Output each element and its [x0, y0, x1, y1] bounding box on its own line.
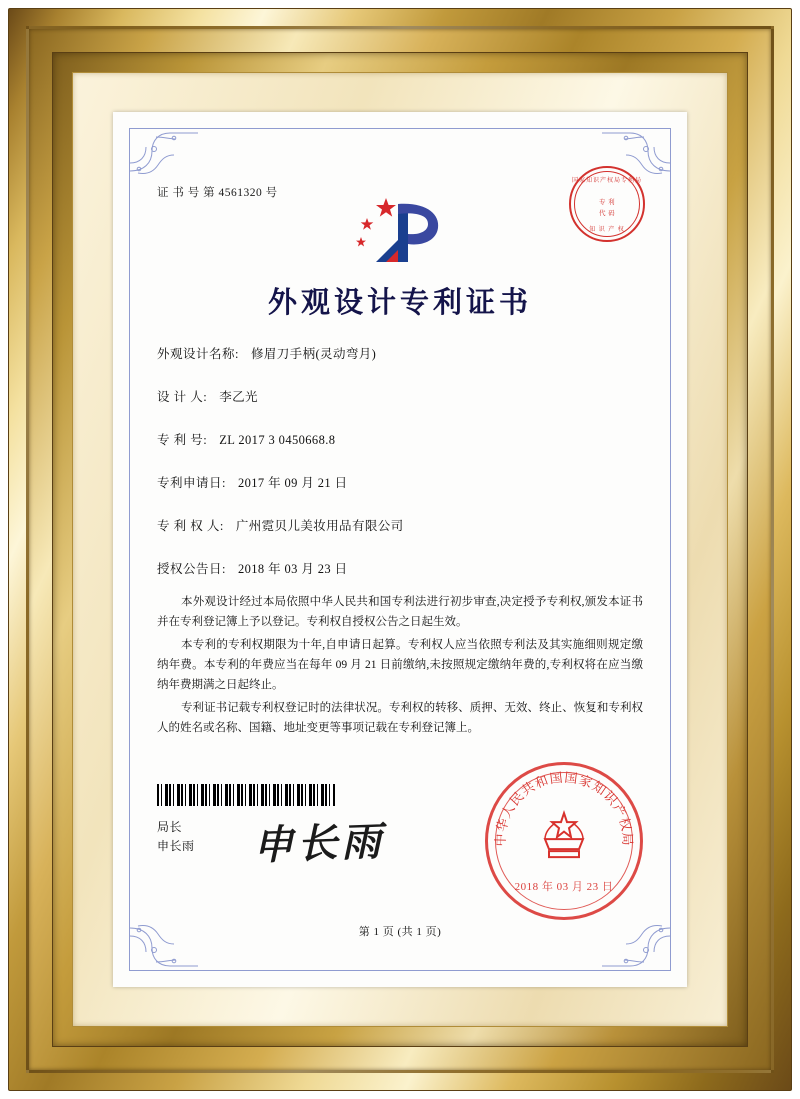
field-value: 2018 年 03 月 23 日: [237, 562, 348, 576]
national-seal-icon: [485, 762, 643, 920]
signature-title-line1: 局长: [157, 820, 183, 834]
seal-text-middle: 专 利: [598, 199, 616, 206]
seal-text-bottom: 知 识 产 权: [589, 227, 625, 233]
page-title: 外观设计专利证书: [267, 285, 532, 319]
field-label: 授权公告日:: [157, 562, 226, 576]
body-paragraph: 本专利的专利权期限为十年,自申请日起算。专利权人应当依照专利法及其实施细则规定缴纳年费。本专利的年费应当在每年 09 月 21 日前缴纳,未按照规定缴纳年费的,专利权将在应当缴纳年费期满之日起终止。: [157, 639, 643, 691]
field-label: 专 利 号:: [157, 433, 208, 447]
field-row: [157, 387, 643, 405]
seal-text-top: 国家知识产权局专利局: [571, 178, 642, 184]
national-emblem-icon: [535, 809, 593, 867]
body-paragraph: 专利证书记载专利权登记时的法律状况。专利权的转移、质押、无效、终止、恢复和专利权人的姓名或名称、国籍、地址变更等事项记载在专利登记簿上。: [157, 702, 643, 734]
field-value: 2017 年 09 月 21 日: [237, 476, 348, 490]
body-paragraph: 本外观设计经过本局依照中华人民共和国专利法进行初步审查,决定授予专利权,颁发本证书并在专利登记簿上予以登记。专利权自授权公告之日起生效。: [157, 596, 643, 628]
field-row: [157, 473, 643, 491]
field-row: [157, 516, 643, 534]
field-value: 广州霓贝儿美妆用品有限公司: [235, 519, 404, 533]
seal-text-middle-2: 代 码: [598, 210, 616, 217]
signature-title-line2: 申长雨: [157, 839, 195, 853]
handwritten-signature: 申长雨: [252, 817, 386, 870]
page-number: 第 1 页 (共 1 页): [358, 926, 442, 938]
field-value: 李乙光: [219, 390, 258, 404]
certificate-body: [157, 592, 643, 741]
certificate-fields: [157, 344, 643, 602]
certificate-number: 证 书 号 第 4561320 号: [157, 187, 278, 199]
field-value: 修眉刀手柄(灵动弯月): [250, 347, 377, 361]
svg-text:中华人民共和国国家知识产权局: 中华人民共和国国家知识产权局: [493, 770, 635, 847]
barcode: [157, 784, 335, 806]
certificate-document: [113, 112, 687, 987]
cnipa-logo-icon: [340, 184, 460, 268]
field-label: 外观设计名称:: [157, 347, 239, 361]
field-row: [157, 430, 643, 448]
field-row: [157, 559, 643, 577]
field-label: 专利申请日:: [157, 476, 226, 490]
field-value: ZL 2017 3 0450668.8: [219, 433, 336, 447]
field-label: 专 利 权 人:: [157, 519, 224, 533]
field-label: 设 计 人:: [157, 390, 208, 404]
patent-office-seal-icon: [569, 166, 645, 242]
field-row: [157, 344, 643, 362]
seal-date: 2018 年 03 月 23 日: [514, 881, 614, 893]
signature-title: [157, 818, 195, 856]
